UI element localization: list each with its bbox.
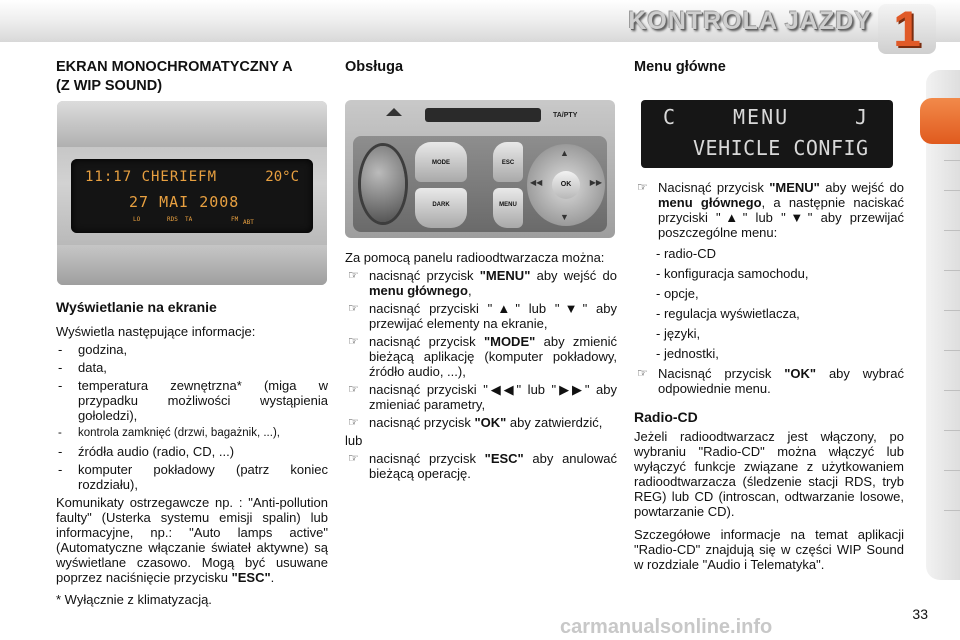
list-item: ☞ Nacisnąć przycisk "MENU" aby wejść do menu głównego, a następnie naciskać przyciski "▲" lub "▼" aby przewijać poszczególne menu: <box>637 180 904 240</box>
chapter-tab[interactable] <box>920 98 960 144</box>
menu-steps-confirm <box>634 366 904 396</box>
pointing-hand-icon: ☞ <box>348 334 359 348</box>
arrow-down-button[interactable]: ▼ <box>560 212 569 222</box>
list-item: - temperatura zewnętrzna* (miga w przypadku możliwości wystąpienia gołoledzi), <box>56 378 328 423</box>
chapter-number: 1 <box>893 1 921 57</box>
index-tick <box>944 470 960 471</box>
control-panel-photo <box>345 100 615 238</box>
index-tick <box>944 270 960 271</box>
pointing-hand-icon: ☞ <box>637 366 648 380</box>
list-item: ☞ nacisnąć przyciski "▲" lub "▼" aby przewijać elementy na ekranie, <box>348 301 617 331</box>
index-tick <box>944 160 960 161</box>
list-item: - kontrola zamknięć (drzwi, bagażnik, ...), <box>56 426 328 441</box>
list-item: - konfiguracja samochodu, <box>656 266 904 281</box>
column-main-menu-text <box>634 180 904 572</box>
ta-pty-button[interactable]: TA/PTY <box>553 112 578 119</box>
list-item: - regulacja wyświetlacza, <box>656 306 904 321</box>
menu-button[interactable]: MENU <box>493 188 523 228</box>
list-item: - radio-CD <box>656 246 904 261</box>
pointing-hand-icon: ☞ <box>348 415 359 429</box>
dark-button[interactable]: DARK <box>415 188 467 228</box>
list-item: ☞ nacisnąć przycisk "ESC" aby anulować bieżącą operację. <box>348 451 617 481</box>
section-title-operation: Obsługa <box>345 59 404 75</box>
operation-actions <box>345 268 617 430</box>
list-item: ☞ Nacisnąć przycisk "OK" aby wybrać odpowiednie menu. <box>637 366 904 396</box>
dashboard-bottom <box>57 245 327 285</box>
side-index-strip <box>926 70 960 580</box>
display-info-list <box>56 342 328 492</box>
arrow-up-button[interactable]: ▲ <box>560 148 569 158</box>
pointing-hand-icon: ☞ <box>348 268 359 282</box>
radio-paragraph-2: Szczegółowe informacje na temat aplikacji "Radio-CD" znajdują się w części WIP Sound w rozdziale "Audio i Telematyka". <box>634 527 904 572</box>
footnote: * Wyłącznie z klimatyzacją. <box>56 592 212 607</box>
index-tick <box>944 430 960 431</box>
list-item: - godzina, <box>56 342 328 357</box>
column-monochrome-screen <box>56 58 328 96</box>
radio-paragraph-1: Jeżeli radioodtwarzacz jest włączony, po wybraniu "Radio-CD" można włączyć lub wyłączyć funkcje związane z użytkowaniem radioodtwarzacza (śledzenie stacji RDS, tryb REG) lub CD (introscan, odtwarzanie losowe, powtarzanie CD). <box>634 429 904 519</box>
operation-actions-alt <box>345 451 617 481</box>
list-item: - data, <box>56 360 328 375</box>
or-text: lub <box>345 433 363 448</box>
chapter-title: KONTROLA JAZDY <box>628 7 872 35</box>
list-item: - języki, <box>656 326 904 341</box>
page-number: 33 <box>912 606 928 622</box>
index-tick <box>944 510 960 511</box>
menu-list <box>634 246 904 361</box>
menu-display-photo: C MENU J VEHICLE CONFIG <box>641 100 893 168</box>
dashboard-top <box>57 101 327 147</box>
section-title-main-menu: Menu główne <box>634 59 726 75</box>
operation-intro: Za pomocą panelu radioodtwarzacza można: <box>345 250 605 265</box>
watermark: carmanualsonline.info <box>560 616 773 638</box>
volume-knob[interactable] <box>361 146 405 222</box>
monochrome-display-photo <box>57 101 327 285</box>
section-title-screen: EKRAN MONOCHROMATYCZNY A (Z WIP SOUND) <box>56 59 293 94</box>
list-item: - komputer pokładowy (patrz koniec rozdziału), <box>56 462 328 492</box>
pointing-hand-icon: ☞ <box>348 382 359 396</box>
column-operation-text <box>345 250 617 484</box>
warning-paragraph: Komunikaty ostrzegawcze np. : "Anti-pollution faulty" (Usterka systemu emisji spalin) lub informacyjne, np.: "Auto lamps active" (Automatyczne włączanie świateł aktywne) są wyświetlane czasowo. Mogą być usuwane poprzez naciśnięcie przycisku "ESC". <box>56 495 328 585</box>
index-tick <box>944 310 960 311</box>
list-item: - opcje, <box>656 286 904 301</box>
pointing-hand-icon: ☞ <box>348 301 359 315</box>
pointing-hand-icon: ☞ <box>348 451 359 465</box>
menu-steps <box>634 180 904 240</box>
index-tick <box>944 190 960 191</box>
index-tick <box>944 230 960 231</box>
intro-text: Wyświetla następujące informacje: <box>56 324 256 339</box>
list-item: - jednostki, <box>656 346 904 361</box>
list-item: ☞ nacisnąć przycisk "MODE" aby zmienić bieżącą aplikację (komputer pokładowy, źródło audio, ...), <box>348 334 617 379</box>
section-title-radio-cd: Radio-CD <box>634 409 698 425</box>
chapter-badge <box>878 1 936 57</box>
esc-button[interactable]: ESC <box>493 142 523 182</box>
column-main-menu <box>634 58 904 77</box>
list-item: ☞ nacisnąć przycisk "OK" aby zatwierdzić, <box>348 415 603 430</box>
section-title-display: Wyświetlanie na ekranie <box>56 299 217 315</box>
ok-button[interactable]: OK <box>552 171 580 199</box>
arrow-left-button[interactable]: ◀◀ <box>530 178 543 187</box>
eject-icon <box>385 108 403 120</box>
column-screen-text <box>56 298 328 585</box>
list-item: ☞ nacisnąć przyciski "◀◀" lub "▶▶" aby zmieniać parametry, <box>348 382 617 412</box>
column-operation <box>345 58 617 77</box>
index-tick <box>944 390 960 391</box>
list-item: - źródła audio (radio, CD, ...) <box>56 444 328 459</box>
navigation-ring <box>527 144 605 226</box>
cd-slot <box>425 108 541 122</box>
list-item: ☞ nacisnąć przycisk "MENU" aby wejść do menu głównego, <box>348 268 618 298</box>
arrow-right-button[interactable]: ▶▶ <box>589 178 602 187</box>
pointing-hand-icon: ☞ <box>637 180 648 194</box>
mode-button[interactable]: MODE <box>415 142 467 182</box>
lcd-screen: 11:17 CHERIEFM 20°C 27 MAI 2008 LO RDS TA FM ABT <box>71 159 313 233</box>
index-tick <box>944 350 960 351</box>
